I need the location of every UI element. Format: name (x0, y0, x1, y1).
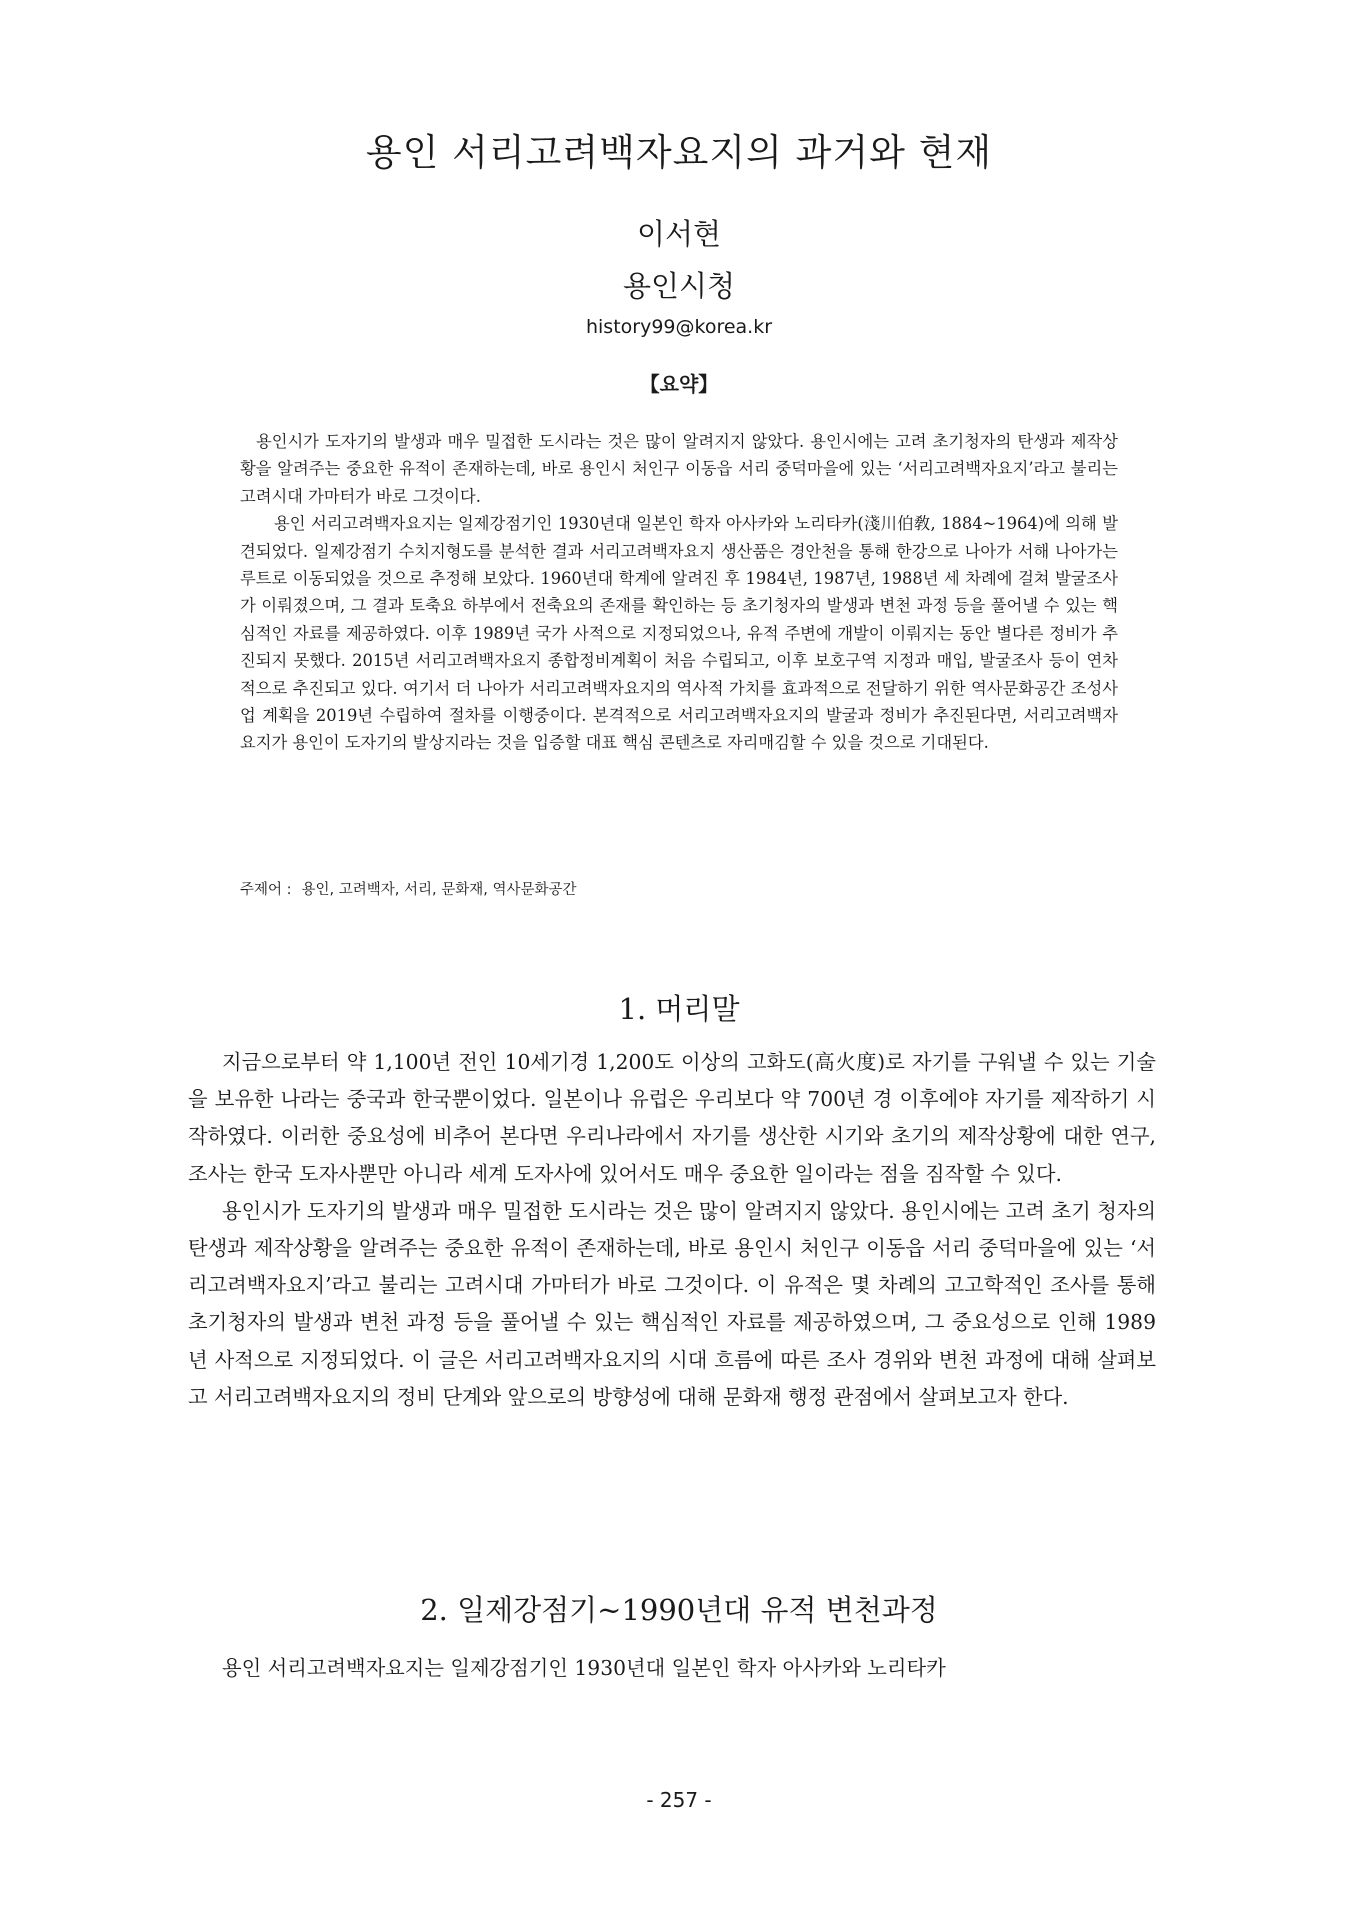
abstract-body (240, 428, 1118, 757)
author-affiliation: 용인시청 (622, 269, 736, 303)
keywords-label: 주제어 : (240, 882, 292, 898)
abstract-paragraph: 용인 서리고려백자요지는 일제강점기인 1930년대 일본인 학자 아사카와 노리타카(淺川伯敎, 1884~1964)에 의해 발견되었다. 일제강점기 수치지형도를 분석한 결과 서리고려백자요지 생산품은 경안천을 통해 한강으로 나아가 서해 나아가는 루트로 이동되었을 것으로 추정해 보았다. 1960년대 학계에 알려진 후 1984년, 1987년, 1988년 세 차례에 걸쳐 발굴조사가 이뤄졌으며, 그 결과 토축요 하부에서 전축요의 존재를 확인하는 등 초기청자의 발생과 변천 과정 등을 풀어낼 수 있는 핵심적인 자료를 제공하였다. 이후 1989년 국가 사적으로 지정되었으나, 유적 주변에 개발이 이뤄지는 동안 별다른 정비가 추진되지 못했다. 2015년 서리고려백자요지 종합정비계획이 처음 수립되고, 이후 보호구역 지정과 매입, 발굴조사 등이 연차적으로 추진되고 있다. 여기서 더 나아가 서리고려백자요지의 역사적 가치를 효과적으로 전달하기 위한 역사문화공간 조성사업 계획을 2019년 수립하여 절차를 이행중이다. 본격적으로 서리고려백자요지의 발굴과 정비가 추진된다면, 서리고려백자요지가 용인이 도자기의 발상지라는 것을 입증할 대표 핵심 콘텐츠로 자리매김할 수 있을 것으로 기대된다. (240, 514, 1118, 753)
section-body-introduction (188, 1044, 1156, 1416)
section-heading-history: 2. 일제강점기~1990년대 유적 변천과정 (420, 1593, 938, 1627)
keywords-list: 용인, 고려백자, 서리, 문화재, 역사문화공간 (301, 882, 577, 898)
abstract-paragraph: 용인시가 도자기의 발생과 매우 밀접한 도시라는 것은 많이 알려지지 않았다. 용인시에는 고려 초기청자의 탄생과 제작상황을 알려주는 중요한 유적이 존재하는데, 바로 용인시 처인구 이동읍 서리 중덕마을에 있는 ‘서리고려백자요지’라고 불리는 고려시대 가마터가 바로 그것이다. (240, 432, 1118, 506)
section-body-history (188, 1650, 1156, 1687)
author-name: 이서현 (636, 217, 722, 251)
keywords-line (240, 878, 1118, 899)
body-paragraph: 지금으로부터 약 1,100년 전인 10세기경 1,200도 이상의 고화도(高火度)로 자기를 구워낼 수 있는 기술을 보유한 나라는 중국과 한국뿐이었다. 일본이나 유럽은 우리보다 약 700년 경 이후에야 자기를 제작하기 시작하였다. 이러한 중요성에 비추어 본다면 우리나라에서 자기를 생산한 시기와 초기의 제작상황에 대한 연구, 조사는 한국 도자사뿐만 아니라 세계 도자사에 있어서도 매우 중요한 일이라는 점을 짐작할 수 있다. (188, 1050, 1156, 1186)
body-paragraph: 용인 서리고려백자요지는 일제강점기인 1930년대 일본인 학자 아사카와 노리타카 (222, 1656, 946, 1680)
section-heading-introduction: 1. 머리말 (618, 992, 740, 1026)
abstract-heading: 【요약】 (639, 372, 719, 396)
paper-title: 용인 서리고려백자요지의 과거와 현재 (365, 131, 993, 174)
page-number: - 257 - (646, 1788, 712, 1812)
author-email: history99@korea.kr (585, 316, 773, 338)
body-paragraph: 용인시가 도자기의 발생과 매우 밀접한 도시라는 것은 많이 알려지지 않았다. 용인시에는 고려 초기 청자의 탄생과 제작상황을 알려주는 중요한 유적이 존재하는데, 바로 용인시 처인구 이동읍 서리 중덕마을에 있는 ‘서리고려백자요지’라고 불리는 고려시대 가마터가 바로 그것이다. 이 유적은 몇 차례의 고고학적인 조사를 통해 초기청자의 발생과 변천 과정 등을 풀어낼 수 있는 핵심적인 자료를 제공하였으며, 그 중요성으로 인해 1989년 사적으로 지정되었다. 이 글은 서리고려백자요지의 시대 흐름에 따른 조사 경위와 변천 과정에 대해 살펴보고 서리고려백자요지의 정비 단계와 앞으로의 방향성에 대해 문화재 행정 관점에서 살펴보고자 한다. (188, 1198, 1156, 1409)
